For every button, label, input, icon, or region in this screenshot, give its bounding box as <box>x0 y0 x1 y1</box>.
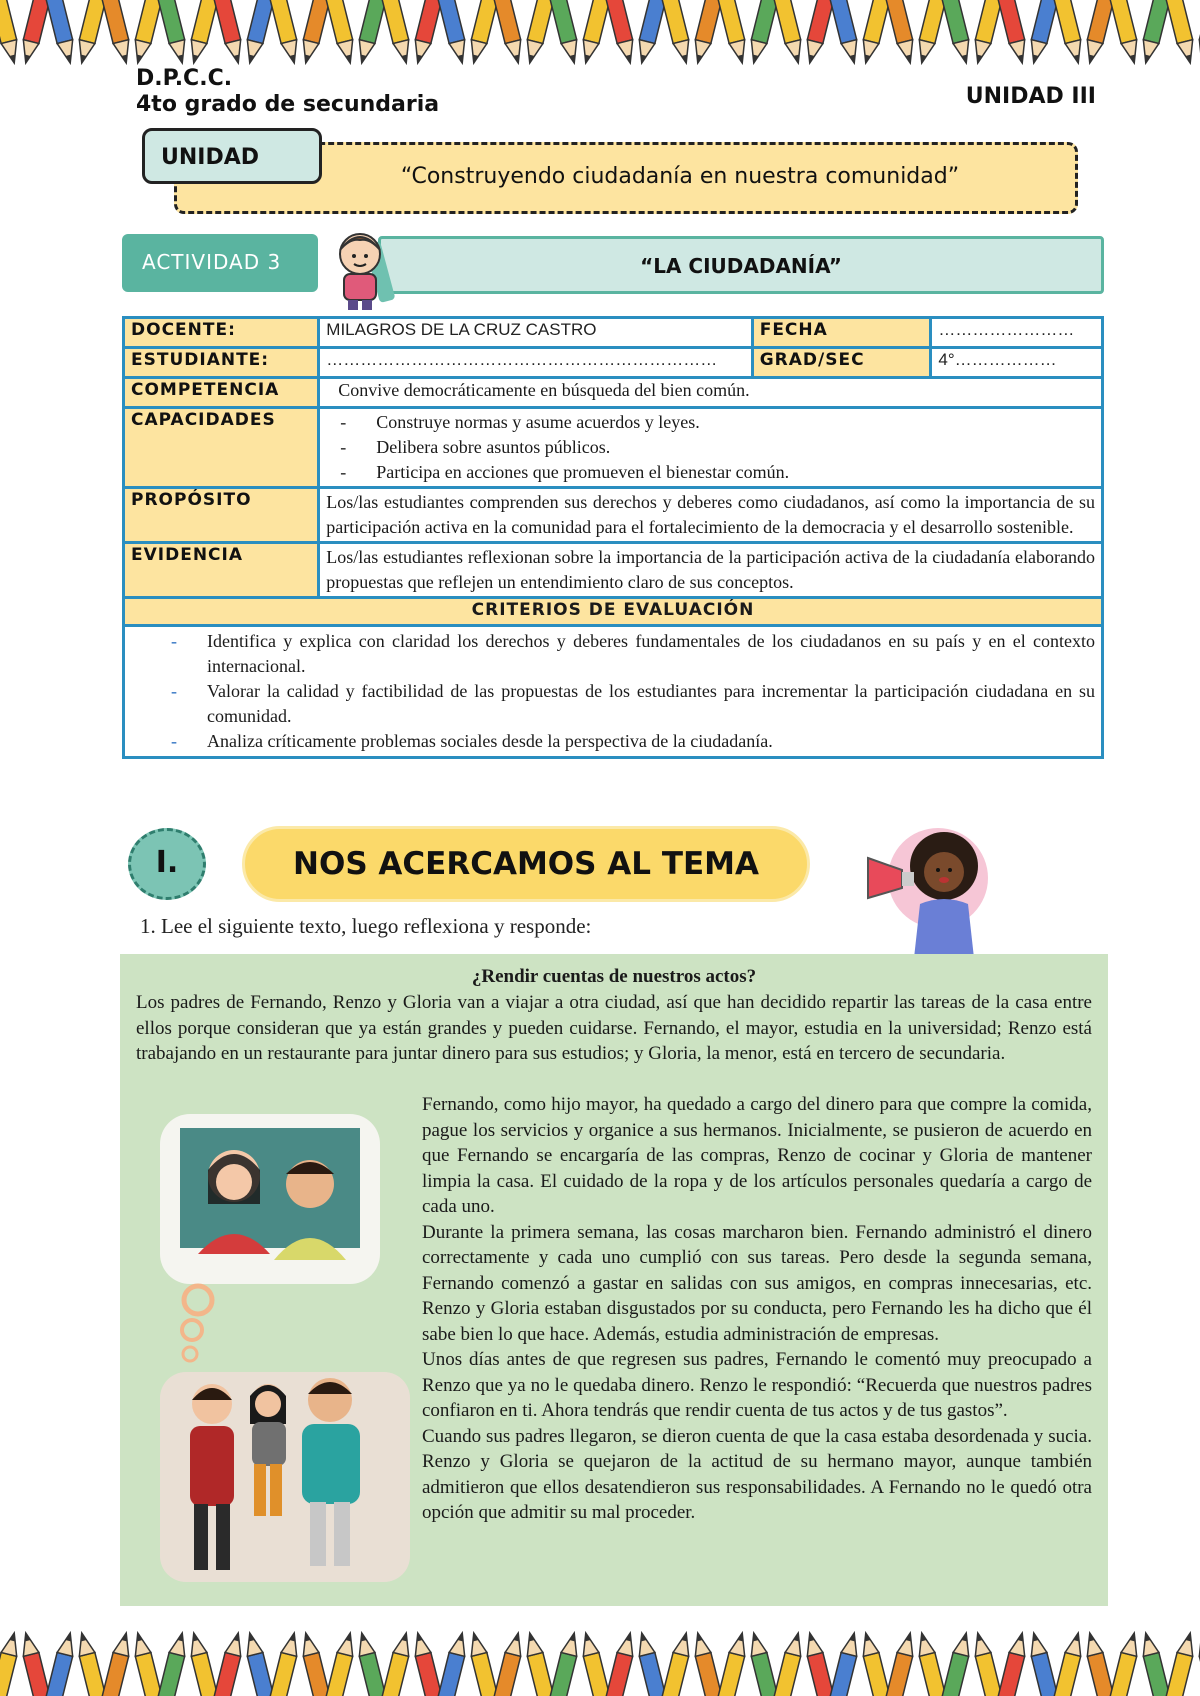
pencil-icon <box>101 0 134 65</box>
pencil-icon <box>101 1631 134 1696</box>
pencil-icon <box>578 1631 611 1696</box>
reading-box <box>120 954 1108 1606</box>
capacidades-label: CAPACIDADES <box>124 408 319 488</box>
criterio-item: - Identifica y explica con claridad los derechos y deberes fundamentales de los ciudadanos en su país y en el contexto internacional. <box>125 629 1095 679</box>
pencil-icon <box>325 0 358 65</box>
pencil-icon <box>410 1631 443 1696</box>
pencil-icon <box>746 1631 779 1696</box>
boy-with-pencil-illustration <box>330 224 410 314</box>
pencil-icon <box>885 1631 918 1696</box>
fecha-value[interactable]: …………………… <box>931 318 1103 348</box>
estudiante-label: ESTUDIANTE: <box>124 348 319 378</box>
pencil-icon <box>1026 0 1059 65</box>
reading-paragraph: Durante la primera semana, las cosas marcharon bien. Fernando administró el dinero correctamente y cada uno cumplió con sus tareas. Pero desde la segunda semana, Fernando comenzó a gastar en salidas con sus amigos, en compras innecesarias, etc. Renzo y Gloria estaban disgustados por su conducta, pero Fernando les ha dicho que él sabe bien lo que hace. Además, estudia administración de empresas. <box>422 1221 1092 1345</box>
reading-intro: Los padres de Fernando, Renzo y Gloria van a viajar a otra ciudad, así que han decidido repartir las tareas de la casa entre ellos porque consideran que ya están grandes y pueden cuidarse. Fernando, el mayor, estudia en la universidad; Renzo está trabajando en un restaurante para juntar dinero para sus estudios; y Gloria, la menor, está en tercero de secundaria. <box>136 992 1092 1064</box>
pencil-icon <box>690 1631 723 1696</box>
pencil-icon <box>1194 0 1200 65</box>
pencil-icon <box>746 0 779 65</box>
proposito-label: PROPÓSITO <box>124 488 319 543</box>
pencil-icon <box>410 0 443 65</box>
criterio-item: - Valorar la calidad y factibilidad de las propuestas de los estudiantes para incrementar la participación ciudadana en su comunidad. <box>125 679 1095 729</box>
reading-body <box>422 1092 1092 1526</box>
pencil-icon <box>634 0 667 65</box>
pencil-icon <box>45 0 78 65</box>
capacidad-item: - Participa en acciones que promueven el bienestar común. <box>326 460 1095 485</box>
pencil-icon <box>522 0 555 65</box>
capacidad-item: - Delibera sobre asuntos públicos. <box>326 435 1095 460</box>
pencil-icon <box>605 1631 638 1696</box>
pencil-icon <box>829 1631 862 1696</box>
pencil-icon <box>354 1631 387 1696</box>
pencil-icon <box>130 0 163 65</box>
unit-title: “Construyendo ciudadanía en nuestra comunidad” <box>400 164 960 189</box>
docente-label: DOCENTE: <box>124 318 319 348</box>
pencil-icon <box>829 0 862 65</box>
pencil-icon <box>0 1631 22 1696</box>
pencil-icon <box>0 0 22 65</box>
pencil-icon <box>242 0 275 65</box>
criterios-heading: CRITERIOS DE EVALUACIÓN <box>124 598 1103 626</box>
pencil-icon <box>74 0 107 65</box>
pencil-icon <box>858 0 891 65</box>
pencil-icon <box>997 0 1030 65</box>
header-grade: 4to grado de secundaria <box>136 92 440 117</box>
pencil-icon <box>1138 1631 1171 1696</box>
header-unit: UNIDAD III <box>965 84 1096 109</box>
pencil-icon <box>298 1631 331 1696</box>
capacidades-cell <box>319 408 1103 488</box>
pencil-icon <box>549 0 582 65</box>
pencil-icon <box>717 0 750 65</box>
pencil-icon <box>130 1631 163 1696</box>
pencil-icon <box>493 0 526 65</box>
proposito-value: Los/las estudiantes comprenden sus derechos y deberes como ciudadanos, así como la importancia de su participación activa en la comunidad para el fortalecimiento de la democracia y el desarrollo sostenible. <box>319 488 1103 543</box>
fecha-label: FECHA <box>752 318 931 348</box>
evidencia-value: Los/las estudiantes reflexionan sobre la importancia de la participación activa de la ciudadanía elaborando propuestas que reflejen un entendimiento claro de sus conceptos. <box>319 543 1103 598</box>
pencil-icon <box>242 1631 275 1696</box>
pencil-icon <box>213 0 246 65</box>
pencil-icon <box>1082 1631 1115 1696</box>
pencil-icon <box>18 1631 51 1696</box>
pencil-icon <box>802 1631 835 1696</box>
pencil-icon <box>997 1631 1030 1696</box>
capacidades-list <box>326 410 1095 485</box>
pencil-icon <box>18 0 51 65</box>
pencil-icon <box>269 1631 302 1696</box>
gradsec-label: GRAD/SEC <box>752 348 931 378</box>
pencil-icon <box>941 0 974 65</box>
pencil-icon <box>1026 1631 1059 1696</box>
pencil-icon <box>1109 1631 1142 1696</box>
siblings-illustration <box>150 1104 420 1594</box>
unit-tag: UNIDAD <box>142 128 322 184</box>
pencil-icon <box>74 1631 107 1696</box>
header-org: D.P.C.C. <box>136 66 233 91</box>
activity-title: “LA CIUDADANÍA” <box>378 236 1104 294</box>
pencil-icon <box>493 1631 526 1696</box>
pencil-icon <box>1165 0 1198 65</box>
pencil-icon <box>773 1631 806 1696</box>
pencil-icon <box>802 0 835 65</box>
header-info <box>136 66 439 118</box>
pencil-icon <box>885 0 918 65</box>
section-number: I. <box>128 828 206 900</box>
pencil-border-bottom <box>0 1618 1200 1696</box>
pencil-icon <box>1053 1631 1086 1696</box>
pencil-icon <box>661 1631 694 1696</box>
pencil-icon <box>970 1631 1003 1696</box>
criterio-item: - Analiza críticamente problemas sociales desde la perspectiva de la ciudadanía. <box>125 729 1095 754</box>
pencil-icon <box>941 1631 974 1696</box>
pencil-icon <box>970 0 1003 65</box>
reading-paragraph: Cuando sus padres llegaron, se dieron cuenta de que la casa estaba desordenada y sucia. Renzo y Gloria se quejaron de la actitud de su hermano mayor, aunque también admitieron que ellos desatendieron sus responsabilidades. A Fernando no le quedó otra opción que admitir su mal proceder. <box>422 1425 1092 1523</box>
pencil-icon <box>634 1631 667 1696</box>
pencil-icon <box>157 0 190 65</box>
pencil-icon <box>1194 1631 1200 1696</box>
reading-paragraph: Fernando, como hijo mayor, ha quedado a cargo del dinero para que compre la comida, pague los servicios y organice a sus hermanos. Inicialmente, se pusieron de acuerdo en que Fernando se encargaría de las compras, Renzo de cocinar y Gloria de mantener limpia la casa. El cuidado de la ropa y de los artículos personales quedaría a cargo de cada uno. <box>422 1094 1092 1217</box>
pencil-icon <box>1109 0 1142 65</box>
pencil-icon <box>773 0 806 65</box>
pencil-icon <box>269 0 302 65</box>
pencil-icon <box>1053 0 1086 65</box>
competencia-label: COMPETENCIA <box>124 378 319 408</box>
pencil-icon <box>605 0 638 65</box>
gradsec-value[interactable]: 4°……………… <box>931 348 1103 378</box>
activity-info-table <box>122 316 1104 759</box>
docente-value: MILAGROS DE LA CRUZ CASTRO <box>319 318 752 348</box>
competencia-value: Convive democráticamente en búsqueda del bien común. <box>319 378 1103 408</box>
pencil-icon <box>578 0 611 65</box>
pencil-icon <box>437 1631 470 1696</box>
pencil-icon <box>213 1631 246 1696</box>
pencil-icon <box>45 1631 78 1696</box>
pencil-icon <box>1082 0 1115 65</box>
pencil-icon <box>186 0 219 65</box>
pencil-icon <box>298 0 331 65</box>
reading-paragraph: Unos días antes de que regresen sus padres, Fernando le comentó muy preocupado a Renzo que ya no le quedaba dinero. Renzo le respondió: “Recuerda que nuestros padres confiaron en ti. Ahora tendrás que rendir cuenta de tus actos y de tus gastos”. <box>422 1349 1092 1421</box>
pencil-icon <box>717 1631 750 1696</box>
pencil-icon <box>186 1631 219 1696</box>
pencil-icon <box>157 1631 190 1696</box>
pencil-icon <box>914 0 947 65</box>
evidencia-label: EVIDENCIA <box>124 543 319 598</box>
girl-with-megaphone-illustration <box>848 818 1018 958</box>
pencil-icon <box>690 0 723 65</box>
pencil-icon <box>1165 1631 1198 1696</box>
pencil-icon <box>354 0 387 65</box>
reading-title: ¿Rendir cuentas de nuestros actos? <box>471 966 757 987</box>
pencil-icon <box>466 0 499 65</box>
pencil-icon <box>466 1631 499 1696</box>
pencil-icon <box>914 1631 947 1696</box>
section-title: NOS ACERCAMOS AL TEMA <box>242 826 810 902</box>
capacidad-item: - Construye normas y asume acuerdos y leyes. <box>326 410 1095 435</box>
pencil-icon <box>437 0 470 65</box>
criterios-list <box>125 627 1101 756</box>
pencil-icon <box>381 1631 414 1696</box>
pencil-icon <box>858 1631 891 1696</box>
estudiante-value[interactable]: …………………………………………………………… <box>319 348 752 378</box>
pencil-icon <box>522 1631 555 1696</box>
reading-instruction: 1. Lee el siguiente texto, luego reflexiona y responde: <box>140 914 592 938</box>
criterios-cell <box>124 626 1103 758</box>
pencil-icon <box>381 0 414 65</box>
pencil-icon <box>325 1631 358 1696</box>
pencil-icon <box>1138 0 1171 65</box>
activity-tag: ACTIVIDAD 3 <box>122 234 318 292</box>
pencil-icon <box>661 0 694 65</box>
pencil-icon <box>549 1631 582 1696</box>
